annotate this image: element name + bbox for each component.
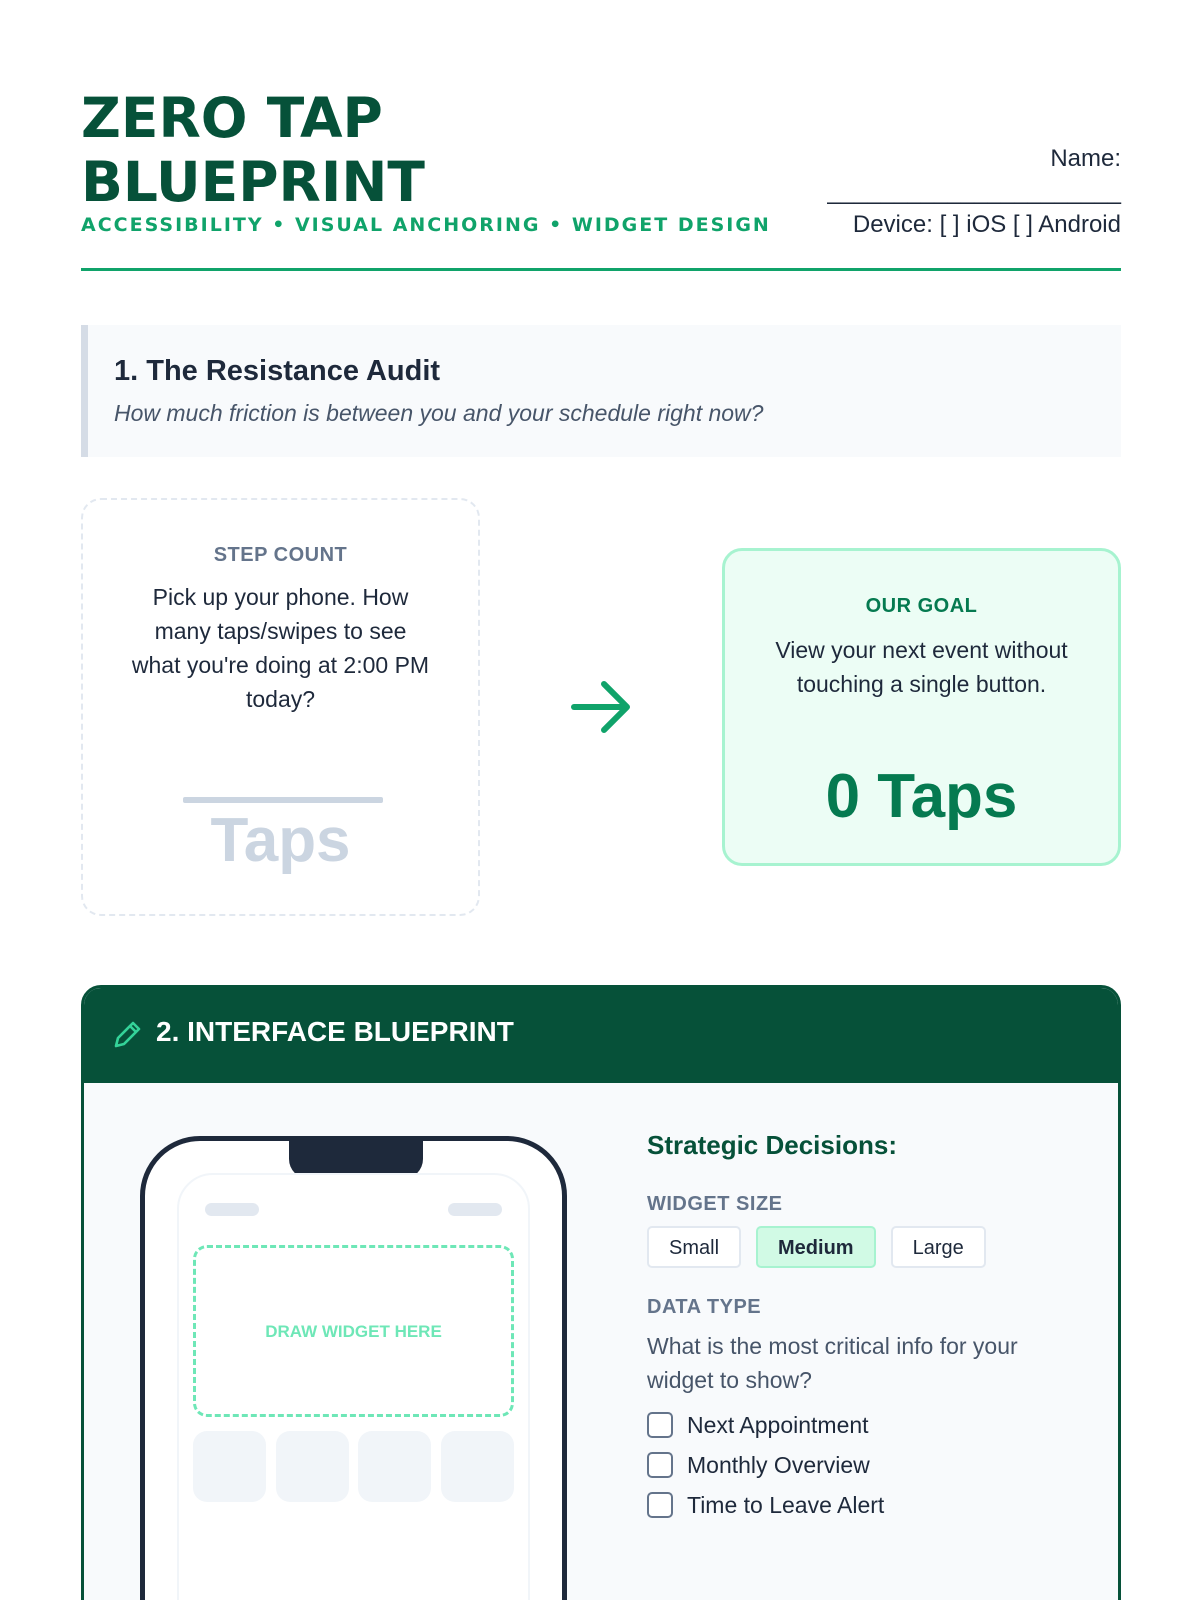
status-bar-left bbox=[205, 1203, 259, 1216]
phone-screen bbox=[177, 1173, 530, 1600]
name-label: Name: bbox=[1050, 145, 1121, 172]
widget-size-label: WIDGET SIZE bbox=[647, 1193, 783, 1215]
step-count-card bbox=[81, 498, 480, 916]
option-next-appointment[interactable] bbox=[647, 1405, 1087, 1445]
data-type-options bbox=[647, 1405, 1087, 1525]
data-type-label: DATA TYPE bbox=[647, 1296, 762, 1318]
arrow-right-icon bbox=[570, 678, 634, 736]
status-bar-right bbox=[448, 1203, 502, 1216]
goal-value: 0 Taps bbox=[825, 762, 1018, 831]
decisions-title: Strategic Decisions: bbox=[647, 1130, 897, 1160]
step-count-instructions: Pick up your phone. How many taps/swipes to see what you're doing at 2:00 PM today? bbox=[131, 584, 430, 712]
app-icon-placeholder bbox=[441, 1431, 514, 1502]
app-icon-placeholder bbox=[193, 1431, 266, 1502]
option-label: Next Appointment bbox=[687, 1411, 869, 1438]
page-subtitle: ACCESSIBILITY • VISUAL ANCHORING • WIDGET DESIGN bbox=[81, 214, 771, 236]
name-field[interactable]: ______________________ bbox=[827, 178, 1121, 205]
pencil-icon bbox=[110, 1018, 144, 1052]
app-icon-placeholder bbox=[276, 1431, 349, 1502]
strategic-decisions bbox=[647, 1130, 1087, 1525]
option-label: Monthly Overview bbox=[687, 1451, 870, 1478]
resistance-audit-section bbox=[81, 325, 1121, 457]
option-label: Time to Leave Alert bbox=[687, 1491, 885, 1518]
size-option-large[interactable]: Large bbox=[891, 1226, 986, 1268]
option-time-to-leave[interactable] bbox=[647, 1485, 1087, 1525]
size-option-small[interactable]: Small bbox=[647, 1226, 741, 1268]
phone-mockup bbox=[140, 1136, 567, 1600]
checkbox[interactable] bbox=[647, 1492, 673, 1518]
checkbox[interactable] bbox=[647, 1412, 673, 1438]
widget-placeholder-label: DRAW WIDGET HERE bbox=[265, 1322, 442, 1341]
data-type-question: What is the most critical info for your widget to show? bbox=[647, 1333, 1018, 1393]
goal-label: OUR GOAL bbox=[865, 595, 978, 617]
blueprint-title: 2. INTERFACE BLUEPRINT bbox=[156, 1016, 514, 1047]
interface-blueprint-section bbox=[81, 985, 1121, 1600]
step-count-label: STEP COUNT bbox=[213, 544, 348, 566]
section-subtitle: How much friction is between you and your schedule right now? bbox=[114, 400, 764, 426]
goal-card bbox=[722, 548, 1121, 866]
step-count-unit: Taps bbox=[210, 806, 351, 875]
widget-size-options bbox=[647, 1226, 1087, 1268]
page-header bbox=[81, 86, 1121, 271]
title-line-1: ZERO TAP bbox=[81, 86, 383, 150]
app-icon-placeholder bbox=[358, 1431, 431, 1502]
device-options[interactable]: Device: [ ] iOS [ ] Android bbox=[852, 211, 1121, 238]
worksheet-meta bbox=[827, 142, 1121, 241]
widget-drawing-area[interactable] bbox=[193, 1245, 514, 1417]
option-monthly-overview[interactable] bbox=[647, 1445, 1087, 1485]
blueprint-header bbox=[84, 988, 1118, 1083]
size-option-medium[interactable]: Medium bbox=[756, 1226, 876, 1268]
app-icon-row bbox=[193, 1431, 514, 1502]
title-line-2: BLUEPRINT bbox=[81, 150, 425, 214]
section-title: 1. The Resistance Audit bbox=[114, 355, 441, 387]
goal-description: View your next event without touching a single button. bbox=[775, 637, 1068, 697]
checkbox[interactable] bbox=[647, 1452, 673, 1478]
tap-count-blank[interactable] bbox=[183, 797, 383, 803]
